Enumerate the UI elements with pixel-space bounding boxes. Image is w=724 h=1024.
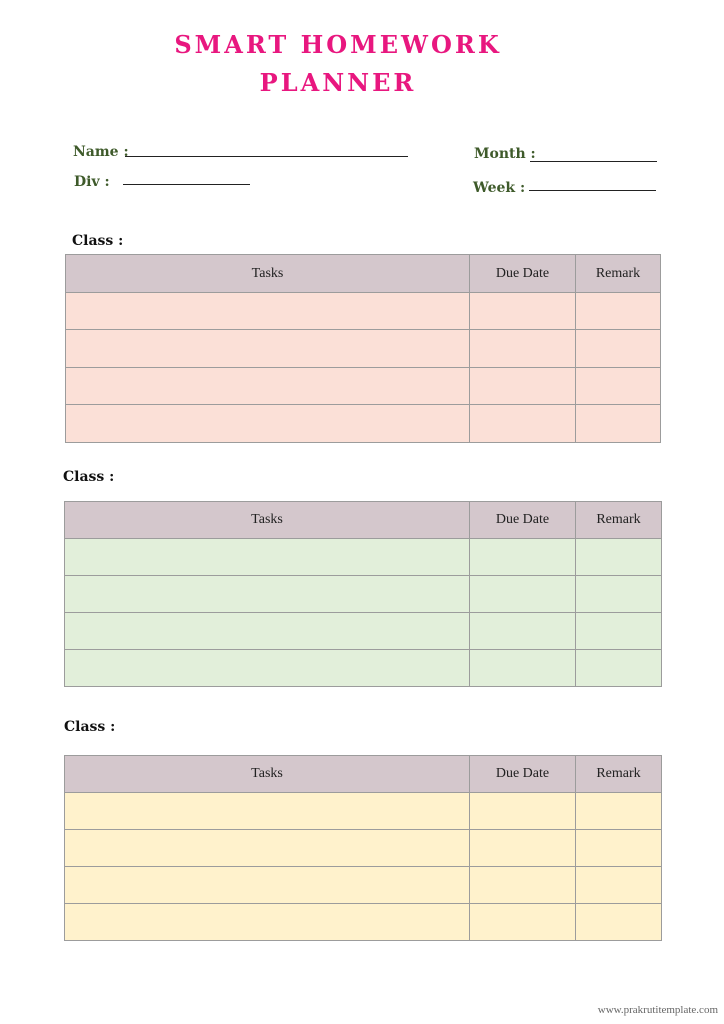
table-row <box>65 867 662 904</box>
div-label: Div : <box>74 174 110 190</box>
name-field[interactable] <box>125 156 408 157</box>
table-row <box>65 830 662 867</box>
remark-cell[interactable] <box>576 904 662 941</box>
due-date-cell[interactable] <box>470 368 576 405</box>
due-date-cell[interactable] <box>470 650 576 687</box>
due-date-cell[interactable] <box>470 830 576 867</box>
tasks-header: Tasks <box>65 502 470 539</box>
remark-cell[interactable] <box>576 293 661 330</box>
task-cell[interactable] <box>66 330 470 368</box>
remark-cell[interactable] <box>576 576 662 613</box>
name-label: Name : <box>73 144 129 160</box>
month-label: Month : <box>474 146 536 162</box>
due-date-cell[interactable] <box>470 576 576 613</box>
table-row <box>65 613 662 650</box>
remark-header: Remark <box>576 255 661 293</box>
remark-header: Remark <box>576 756 662 793</box>
task-cell[interactable] <box>65 650 470 687</box>
homework-table-1 <box>65 254 661 443</box>
task-cell[interactable] <box>65 904 470 941</box>
tasks-header: Tasks <box>66 255 470 293</box>
task-cell[interactable] <box>65 613 470 650</box>
task-cell[interactable] <box>65 576 470 613</box>
table-row <box>65 539 662 576</box>
remark-cell[interactable] <box>576 867 662 904</box>
due-date-cell[interactable] <box>470 904 576 941</box>
class-label-1: Class : <box>72 233 124 249</box>
homework-table-2 <box>64 501 662 687</box>
due-date-cell[interactable] <box>470 867 576 904</box>
table-row <box>66 368 661 405</box>
month-field[interactable] <box>530 161 657 162</box>
table-row <box>66 293 661 330</box>
table-row <box>65 650 662 687</box>
task-cell[interactable] <box>66 368 470 405</box>
tasks-header: Tasks <box>65 756 470 793</box>
class-label-2: Class : <box>63 469 115 485</box>
table-row <box>65 793 662 830</box>
task-cell[interactable] <box>65 539 470 576</box>
task-cell[interactable] <box>65 793 470 830</box>
page-title-line-2: PLANNER <box>259 68 417 97</box>
remark-cell[interactable] <box>576 368 661 405</box>
footer-website: www.prakrutitemplate.com <box>597 1004 718 1016</box>
table-row <box>66 330 661 368</box>
due-date-cell[interactable] <box>470 330 576 368</box>
remark-cell[interactable] <box>576 793 662 830</box>
due-date-header: Due Date <box>470 502 576 539</box>
task-cell[interactable] <box>65 830 470 867</box>
remark-cell[interactable] <box>576 330 661 368</box>
task-cell[interactable] <box>66 405 470 443</box>
task-cell[interactable] <box>66 293 470 330</box>
table-row <box>66 405 661 443</box>
table-row <box>65 904 662 941</box>
div-field[interactable] <box>123 184 250 185</box>
due-date-cell[interactable] <box>470 539 576 576</box>
table-row <box>65 576 662 613</box>
task-cell[interactable] <box>65 867 470 904</box>
due-date-cell[interactable] <box>470 793 576 830</box>
due-date-cell[interactable] <box>470 613 576 650</box>
due-date-cell[interactable] <box>470 405 576 443</box>
remark-cell[interactable] <box>576 405 661 443</box>
week-field[interactable] <box>529 190 656 191</box>
remark-cell[interactable] <box>576 539 662 576</box>
page-title-line-1: SMART HOMEWORK <box>174 30 502 59</box>
remark-cell[interactable] <box>576 613 662 650</box>
week-label: Week : <box>473 180 526 196</box>
due-date-header: Due Date <box>470 756 576 793</box>
remark-cell[interactable] <box>576 830 662 867</box>
remark-cell[interactable] <box>576 650 662 687</box>
class-label-3: Class : <box>64 719 116 735</box>
due-date-header: Due Date <box>470 255 576 293</box>
due-date-cell[interactable] <box>470 293 576 330</box>
remark-header: Remark <box>576 502 662 539</box>
homework-table-3 <box>64 755 662 941</box>
